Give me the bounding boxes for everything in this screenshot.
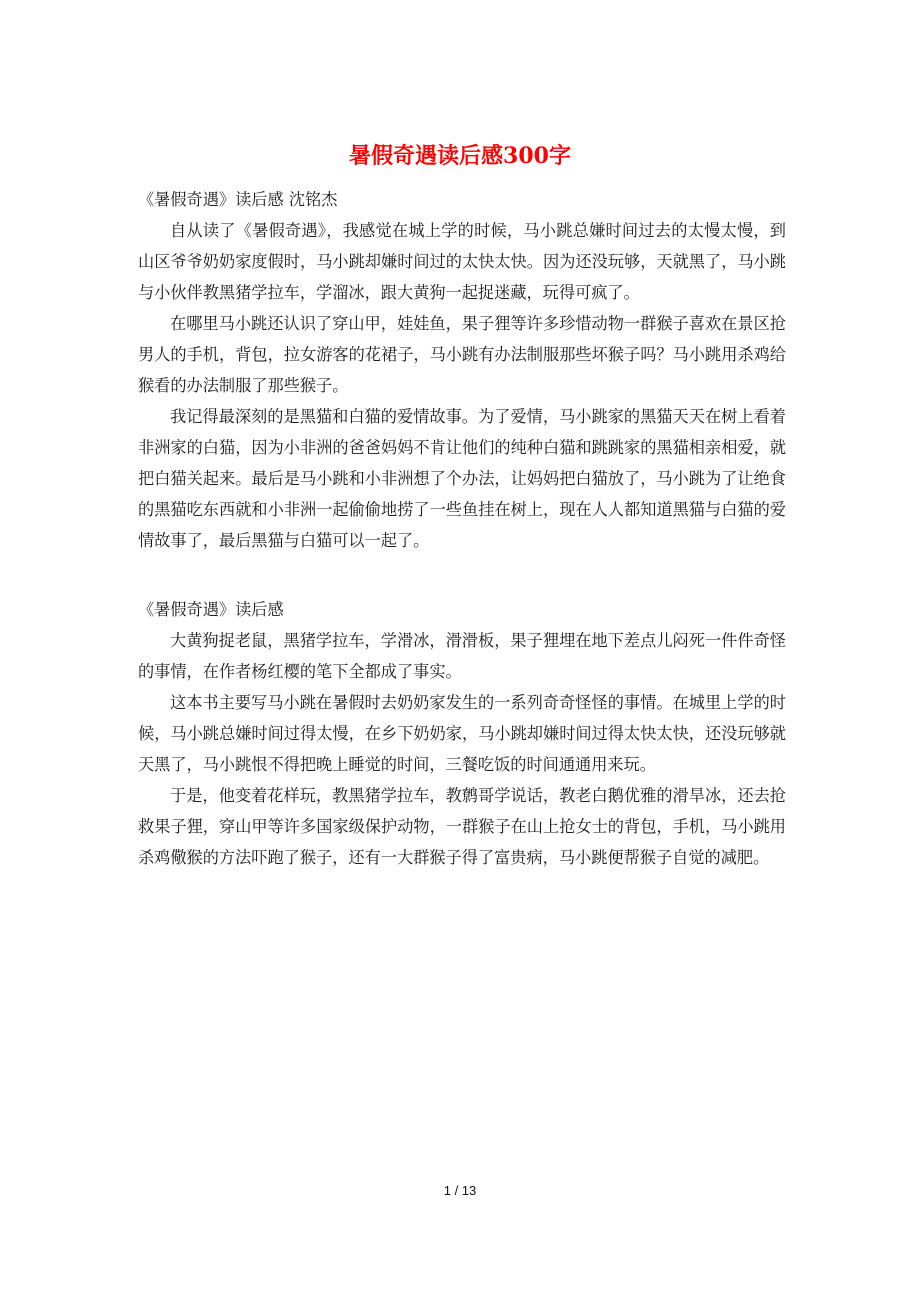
page-number: 1 / 13	[443, 1183, 477, 1198]
paragraph: 于是，他变着花样玩，教黑猪学拉车，教鹩哥学说话，教老白鹅优雅的滑旱冰，还去抢救果子狸，穿山甲等许多国家级保护动物，一群猴子在山上抢女士的背包，手机，马小跳用杀鸡儆猴的方法吓跑了猴子，还有一大群猴子得了富贵病，马小跳便帮猴子自觉的减肥。	[138, 786, 786, 867]
document-title: 暑假奇遇读后感300字	[349, 143, 571, 169]
paragraph: 在哪里马小跳还认识了穿山甲，娃娃鱼，果子狸等许多珍惜动物一群猴子喜欢在景区抢男人的手机，背包，拉女游客的花裙子，马小跳有办法制服那些坏猴子吗？马小跳用杀鸡给猴看的办法制服了那些猴子。	[138, 314, 786, 395]
section-2	[138, 594, 786, 873]
paragraph: 自从读了《暑假奇遇》，我感觉在城上学的时候，马小跳总嫌时间过去的太慢太慢，到山区爷爷奶奶家度假时，马小跳却嫌时间过的太快太快。因为还没玩够，天就黑了，马小跳与小伙伴教黑猪学拉车，学溜冰，跟大黄狗一起捉迷藏，玩得可疯了。	[138, 221, 786, 302]
document-body	[138, 184, 786, 873]
section-1	[138, 184, 786, 556]
paragraph: 大黄狗捉老鼠，黑猪学拉车，学滑冰，滑滑板，果子狸埋在地下差点儿闷死一件件奇怪的事情，在作者杨红樱的笔下全都成了事实。	[138, 631, 786, 681]
paragraph: 这本书主要写马小跳在暑假时去奶奶家发生的一系列奇奇怪怪的事情。在城里上学的时候，马小跳总嫌时间过得太慢，在乡下奶奶家，马小跳却嫌时间过得太快太快，还没玩够就天黑了，马小跳恨不得把晚上睡觉的时间，三餐吃饭的时间通通用来玩。	[138, 693, 786, 774]
section-heading: 《暑假奇遇》读后感	[138, 600, 284, 619]
section-heading: 《暑假奇遇》读后感 沈铭杰	[138, 190, 338, 209]
section-spacer	[138, 556, 786, 594]
paragraph: 我记得最深刻的是黑猫和白猫的爱情故事。为了爱情，马小跳家的黑猫天天在树上看着非洲家的白猫，因为小非洲的爸爸妈妈不肯让他们的纯种白猫和跳跳家的黑猫相亲相爱，就把白猫关起来。最后是马小跳和小非洲想了个办法，让妈妈把白猫放了，马小跳为了让绝食的黑猫吃东西就和小非洲一起偷偷地捞了一些鱼挂在树上，现在人人都知道黑猫与白猫的爱情故事了，最后黑猫与白猫可以一起了。	[138, 407, 786, 550]
